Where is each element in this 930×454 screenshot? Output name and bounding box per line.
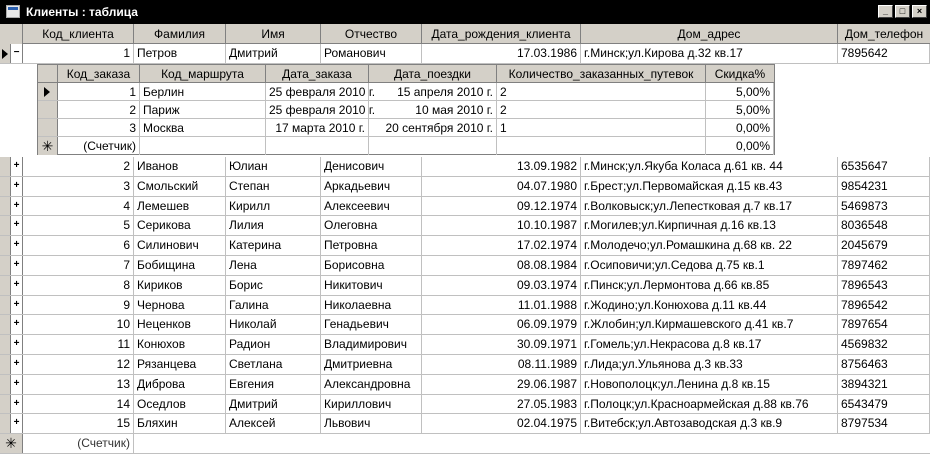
last-name-cell[interactable]: Неценков bbox=[134, 315, 226, 334]
order-date-cell[interactable] bbox=[266, 137, 369, 155]
client-id-cell[interactable]: 10 bbox=[23, 315, 134, 334]
row-selector[interactable] bbox=[0, 375, 11, 394]
middle-name-cell[interactable]: Львович bbox=[321, 414, 422, 433]
birth-date-cell[interactable]: 17.03.1986 bbox=[422, 44, 581, 63]
column-header-client-id[interactable]: Код_клиента bbox=[23, 24, 134, 44]
route-cell[interactable]: Берлин bbox=[140, 83, 266, 100]
client-id-cell[interactable]: 13 bbox=[23, 375, 134, 394]
quantity-cell[interactable]: 2 bbox=[497, 101, 706, 118]
address-cell[interactable]: г.Жлобин;ул.Кирмашевского д.41 кв.7 bbox=[581, 315, 838, 334]
phone-cell[interactable]: 7897462 bbox=[838, 256, 930, 275]
birth-date-cell[interactable]: 09.03.1974 bbox=[422, 276, 581, 295]
last-name-cell[interactable]: Силинович bbox=[134, 236, 226, 255]
expand-toggle-icon[interactable]: + bbox=[11, 395, 23, 414]
first-name-cell[interactable]: Лена bbox=[226, 256, 321, 275]
phone-cell[interactable]: 8756463 bbox=[838, 355, 930, 374]
client-id-cell[interactable]: 1 bbox=[23, 44, 134, 63]
birth-date-cell[interactable]: 13.09.1982 bbox=[422, 157, 581, 176]
trip-date-cell[interactable]: 20 сентября 2010 г. bbox=[369, 119, 497, 136]
first-name-cell[interactable]: Евгения bbox=[226, 375, 321, 394]
route-cell[interactable]: Париж bbox=[140, 101, 266, 118]
first-name-cell[interactable]: Галина bbox=[226, 296, 321, 315]
phone-cell[interactable]: 9854231 bbox=[838, 177, 930, 196]
address-cell[interactable]: г.Лида;ул.Ульянова д.3 кв.33 bbox=[581, 355, 838, 374]
window-title-bar bbox=[0, 0, 930, 24]
orders-header-row bbox=[38, 65, 774, 83]
maximize-button[interactable]: □ bbox=[895, 5, 910, 18]
minimize-button[interactable]: _ bbox=[878, 5, 893, 18]
client-row[interactable] bbox=[0, 375, 930, 395]
row-selector[interactable] bbox=[0, 236, 11, 255]
row-selector[interactable] bbox=[0, 157, 11, 176]
client-row[interactable] bbox=[0, 395, 930, 415]
column-header-order-id[interactable]: Код_заказа bbox=[58, 65, 140, 83]
client-row[interactable] bbox=[0, 355, 930, 375]
expand-toggle-icon[interactable]: + bbox=[11, 276, 23, 295]
address-cell[interactable]: г.Осиповичи;ул.Седова д.75 кв.1 bbox=[581, 256, 838, 275]
middle-name-cell[interactable]: Кириллович bbox=[321, 395, 422, 414]
expand-toggle-icon[interactable]: + bbox=[11, 414, 23, 433]
middle-name-cell[interactable]: Алексеевич bbox=[321, 197, 422, 216]
last-name-cell[interactable]: Диброва bbox=[134, 375, 226, 394]
orders-subdatasheet bbox=[37, 64, 775, 155]
first-name-cell[interactable]: Алексей bbox=[226, 414, 321, 433]
last-name-cell[interactable]: Конюхов bbox=[134, 335, 226, 354]
row-selector[interactable] bbox=[0, 177, 11, 196]
phone-cell[interactable]: 7897654 bbox=[838, 315, 930, 334]
phone-cell[interactable]: 6543479 bbox=[838, 395, 930, 414]
middle-name-cell[interactable]: Борисовна bbox=[321, 256, 422, 275]
new-row-selector[interactable] bbox=[0, 434, 23, 453]
birth-date-cell[interactable]: 30.09.1971 bbox=[422, 335, 581, 354]
row-selector[interactable] bbox=[0, 296, 11, 315]
phone-cell[interactable]: 4569832 bbox=[838, 335, 930, 354]
address-cell[interactable]: г.Брест;ул.Первомайская д.15 кв.43 bbox=[581, 177, 838, 196]
discount-cell[interactable]: 5,00% bbox=[706, 83, 774, 100]
client-row[interactable] bbox=[0, 414, 930, 434]
first-name-cell[interactable]: Дмитрий bbox=[226, 44, 321, 63]
first-name-cell[interactable]: Дмитрий bbox=[226, 395, 321, 414]
discount-cell[interactable]: 0,00% bbox=[706, 137, 774, 155]
row-selector[interactable] bbox=[0, 414, 11, 433]
order-id-cell[interactable]: 2 bbox=[58, 101, 140, 118]
row-selector[interactable] bbox=[0, 355, 11, 374]
middle-name-cell[interactable]: Аркадьевич bbox=[321, 177, 422, 196]
expand-toggle-icon[interactable]: + bbox=[11, 177, 23, 196]
first-name-cell[interactable]: Юлиан bbox=[226, 157, 321, 176]
order-row[interactable] bbox=[38, 101, 774, 119]
trip-date-cell[interactable]: 10 мая 2010 г. bbox=[369, 101, 497, 118]
address-cell[interactable]: г.Могилев;ул.Кирпичная д.16 кв.13 bbox=[581, 216, 838, 235]
phone-cell[interactable]: 8797534 bbox=[838, 414, 930, 433]
last-name-cell[interactable]: Бобищина bbox=[134, 256, 226, 275]
client-row[interactable] bbox=[0, 335, 930, 355]
column-header-phone[interactable]: Дом_телефон bbox=[844, 27, 924, 41]
discount-cell[interactable]: 0,00% bbox=[706, 119, 774, 136]
phone-cell[interactable]: 7896542 bbox=[838, 296, 930, 315]
column-header-middle-name[interactable]: Отчество bbox=[321, 24, 422, 44]
address-cell[interactable]: г.Полоцк;ул.Красноармейская д.88 кв.76 bbox=[581, 395, 838, 414]
expand-toggle-icon[interactable]: + bbox=[11, 355, 23, 374]
middle-name-cell[interactable]: Николаевна bbox=[321, 296, 422, 315]
discount-cell[interactable]: 5,00% bbox=[706, 101, 774, 118]
order-date-cell[interactable]: 25 февраля 2010 г. bbox=[266, 83, 369, 100]
quantity-cell[interactable] bbox=[497, 137, 706, 155]
expand-toggle-icon[interactable]: + bbox=[11, 375, 23, 394]
address-cell[interactable]: г.Пинск;ул.Лермонтова д.66 кв.85 bbox=[581, 276, 838, 295]
last-name-cell[interactable]: Иванов bbox=[134, 157, 226, 176]
last-name-cell[interactable]: Чернова bbox=[134, 296, 226, 315]
row-selector[interactable] bbox=[0, 276, 11, 295]
order-row-selector[interactable] bbox=[38, 83, 58, 100]
middle-name-cell[interactable]: Генадьевич bbox=[321, 315, 422, 334]
column-header-discount[interactable]: Скидка% bbox=[714, 67, 766, 81]
expand-toggle-icon[interactable]: + bbox=[11, 216, 23, 235]
birth-date-cell[interactable]: 17.02.1974 bbox=[422, 236, 581, 255]
client-row[interactable] bbox=[0, 236, 930, 256]
birth-date-cell[interactable]: 02.04.1975 bbox=[422, 414, 581, 433]
birth-date-cell[interactable]: 09.12.1974 bbox=[422, 197, 581, 216]
birth-date-cell[interactable]: 06.09.1979 bbox=[422, 315, 581, 334]
client-id-cell[interactable]: 14 bbox=[23, 395, 134, 414]
birth-date-cell[interactable]: 27.05.1983 bbox=[422, 395, 581, 414]
last-name-cell[interactable]: Бляхин bbox=[134, 414, 226, 433]
quantity-cell[interactable]: 2 bbox=[497, 83, 706, 100]
address-cell[interactable]: г.Молодечо;ул.Ромашкина д.68 кв. 22 bbox=[581, 236, 838, 255]
last-name-cell[interactable]: Петров bbox=[134, 44, 226, 63]
row-selector[interactable] bbox=[0, 216, 11, 235]
last-name-cell[interactable]: Смольский bbox=[134, 177, 226, 196]
column-header-address[interactable]: Дом_адрес bbox=[581, 24, 838, 44]
column-header-route[interactable]: Код_маршрута bbox=[140, 65, 266, 83]
order-id-autonumber-cell[interactable]: (Счетчик) bbox=[58, 137, 140, 155]
address-cell[interactable]: г.Минск;ул.Якуба Коласа д.61 кв. 44 bbox=[581, 157, 838, 176]
client-id-cell[interactable]: 8 bbox=[23, 276, 134, 295]
middle-name-cell[interactable]: Петровна bbox=[321, 236, 422, 255]
client-id-cell[interactable]: 11 bbox=[23, 335, 134, 354]
client-row[interactable] bbox=[0, 296, 930, 316]
middle-name-cell[interactable]: Романович bbox=[321, 44, 422, 63]
birth-date-cell[interactable]: 10.10.1987 bbox=[422, 216, 581, 235]
row-selector[interactable] bbox=[0, 335, 11, 354]
close-button[interactable]: × bbox=[912, 5, 927, 18]
order-row-selector[interactable] bbox=[38, 119, 58, 136]
phone-cell[interactable]: 7895642 bbox=[838, 44, 930, 63]
first-name-cell[interactable]: Кирилл bbox=[226, 197, 321, 216]
trip-date-cell[interactable]: 15 апреля 2010 г. bbox=[369, 83, 497, 100]
first-name-cell[interactable]: Борис bbox=[226, 276, 321, 295]
middle-name-cell[interactable]: Олеговна bbox=[321, 216, 422, 235]
row-selector[interactable] bbox=[0, 315, 11, 334]
birth-date-cell[interactable]: 08.11.1989 bbox=[422, 355, 581, 374]
quantity-cell[interactable]: 1 bbox=[497, 119, 706, 136]
expand-toggle-icon[interactable]: + bbox=[11, 197, 23, 216]
first-name-cell[interactable]: Степан bbox=[226, 177, 321, 196]
birth-date-cell[interactable]: 04.07.1980 bbox=[422, 177, 581, 196]
client-id-cell[interactable]: 9 bbox=[23, 296, 134, 315]
client-id-cell[interactable]: 12 bbox=[23, 355, 134, 374]
column-header-quantity[interactable]: Количество_заказанных_путевок bbox=[497, 65, 706, 83]
middle-name-cell[interactable]: Никитович bbox=[321, 276, 422, 295]
first-name-cell[interactable]: Лилия bbox=[226, 216, 321, 235]
order-row-selector[interactable] bbox=[38, 101, 58, 118]
client-row[interactable] bbox=[0, 256, 930, 276]
address-cell[interactable]: г.Витебск;ул.Автозаводская д.3 кв.9 bbox=[581, 414, 838, 433]
orders-select-all[interactable] bbox=[38, 65, 58, 83]
first-name-cell[interactable]: Радион bbox=[226, 335, 321, 354]
middle-name-cell[interactable]: Денисович bbox=[321, 157, 422, 176]
clients-datasheet bbox=[0, 24, 930, 452]
client-row[interactable] bbox=[0, 177, 930, 197]
column-header-last-name[interactable]: Фамилия bbox=[134, 24, 226, 44]
client-row[interactable] bbox=[0, 216, 930, 236]
phone-cell[interactable]: 6535647 bbox=[838, 157, 930, 176]
expand-toggle-icon[interactable]: + bbox=[11, 256, 23, 275]
last-name-cell[interactable]: Рязанцева bbox=[134, 355, 226, 374]
client-id-cell[interactable]: 2 bbox=[23, 157, 134, 176]
middle-name-cell[interactable]: Александровна bbox=[321, 375, 422, 394]
birth-date-cell[interactable]: 29.06.1987 bbox=[422, 375, 581, 394]
last-name-cell[interactable]: Серикова bbox=[134, 216, 226, 235]
row-selector[interactable] bbox=[0, 256, 11, 275]
client-row[interactable] bbox=[0, 197, 930, 217]
client-id-cell[interactable]: 15 bbox=[23, 414, 134, 433]
middle-name-cell[interactable]: Дмитриевна bbox=[321, 355, 422, 374]
clients-header-row bbox=[0, 24, 930, 44]
expand-toggle-icon[interactable]: + bbox=[11, 335, 23, 354]
order-id-cell[interactable]: 1 bbox=[58, 83, 140, 100]
order-row[interactable] bbox=[38, 83, 774, 101]
row-selector[interactable] bbox=[0, 44, 11, 63]
birth-date-cell[interactable]: 11.01.1988 bbox=[422, 296, 581, 315]
address-cell[interactable]: г.Новополоцк;ул.Ленина д.8 кв.15 bbox=[581, 375, 838, 394]
route-cell[interactable] bbox=[140, 137, 266, 155]
new-record-star-icon: ✳ bbox=[5, 435, 17, 452]
phone-cell[interactable]: 5469873 bbox=[838, 197, 930, 216]
expand-toggle-icon[interactable]: + bbox=[11, 236, 23, 255]
phone-cell[interactable]: 8036548 bbox=[838, 216, 930, 235]
client-id-cell[interactable]: 3 bbox=[23, 177, 134, 196]
first-name-cell[interactable]: Николай bbox=[226, 315, 321, 334]
new-order-star-icon: ✳ bbox=[41, 138, 54, 154]
client-new-row[interactable] bbox=[0, 434, 930, 454]
phone-cell[interactable]: 7896543 bbox=[838, 276, 930, 295]
address-cell[interactable]: г.Минск;ул.Кирова д.32 кв.17 bbox=[581, 44, 838, 63]
order-date-cell[interactable]: 17 марта 2010 г. bbox=[266, 119, 369, 136]
order-new-row-selector[interactable] bbox=[38, 137, 58, 155]
client-id-cell[interactable]: 7 bbox=[23, 256, 134, 275]
first-name-cell[interactable]: Светлана bbox=[226, 355, 321, 374]
order-date-cell[interactable]: 25 февраля 2010 г. bbox=[266, 101, 369, 118]
trip-date-cell[interactable] bbox=[369, 137, 497, 155]
current-order-arrow-icon bbox=[44, 87, 50, 97]
phone-cell[interactable]: 2045679 bbox=[838, 236, 930, 255]
table-icon bbox=[6, 5, 20, 18]
last-name-cell[interactable]: Лемешев bbox=[134, 197, 226, 216]
client-id-autonumber-cell[interactable]: (Счетчик) bbox=[23, 434, 134, 453]
column-header-order-date[interactable]: Дата_заказа bbox=[266, 65, 369, 83]
client-id-cell[interactable]: 4 bbox=[23, 197, 134, 216]
address-cell[interactable]: г.Гомель;ул.Некрасова д.8 кв.17 bbox=[581, 335, 838, 354]
column-header-birth-date[interactable]: Дата_рождения_клиента bbox=[422, 24, 581, 44]
phone-cell[interactable]: 3894321 bbox=[838, 375, 930, 394]
last-name-cell[interactable]: Оседлов bbox=[134, 395, 226, 414]
last-name-cell[interactable]: Кириков bbox=[134, 276, 226, 295]
birth-date-cell[interactable]: 08.08.1984 bbox=[422, 256, 581, 275]
window-title: Клиенты : таблица bbox=[26, 5, 138, 19]
order-new-row[interactable] bbox=[38, 137, 774, 155]
order-id-cell[interactable]: 3 bbox=[58, 119, 140, 136]
address-cell[interactable]: г.Волковыск;ул.Лепестковая д.7 кв.17 bbox=[581, 197, 838, 216]
middle-name-cell[interactable]: Владимирович bbox=[321, 335, 422, 354]
route-cell[interactable]: Москва bbox=[140, 119, 266, 136]
expand-toggle-icon[interactable]: + bbox=[11, 296, 23, 315]
expand-toggle-icon[interactable]: − bbox=[11, 44, 23, 63]
client-row[interactable] bbox=[0, 157, 930, 177]
column-header-first-name[interactable]: Имя bbox=[226, 24, 321, 44]
expand-toggle-icon[interactable]: + bbox=[11, 315, 23, 334]
column-header-trip-date[interactable]: Дата_поездки bbox=[369, 65, 497, 83]
select-all-corner[interactable] bbox=[0, 24, 23, 44]
address-cell[interactable]: г.Жодино;ул.Конюхова д.11 кв.44 bbox=[581, 296, 838, 315]
client-row[interactable] bbox=[0, 315, 930, 335]
client-row[interactable] bbox=[0, 276, 930, 296]
row-selector[interactable] bbox=[0, 197, 11, 216]
expand-toggle-icon[interactable]: + bbox=[11, 157, 23, 176]
row-selector[interactable] bbox=[0, 395, 11, 414]
client-id-cell[interactable]: 6 bbox=[23, 236, 134, 255]
client-id-cell[interactable]: 5 bbox=[23, 216, 134, 235]
client-row[interactable] bbox=[0, 44, 930, 64]
first-name-cell[interactable]: Катерина bbox=[226, 236, 321, 255]
current-row-arrow-icon bbox=[2, 49, 8, 59]
order-row[interactable] bbox=[38, 119, 774, 137]
